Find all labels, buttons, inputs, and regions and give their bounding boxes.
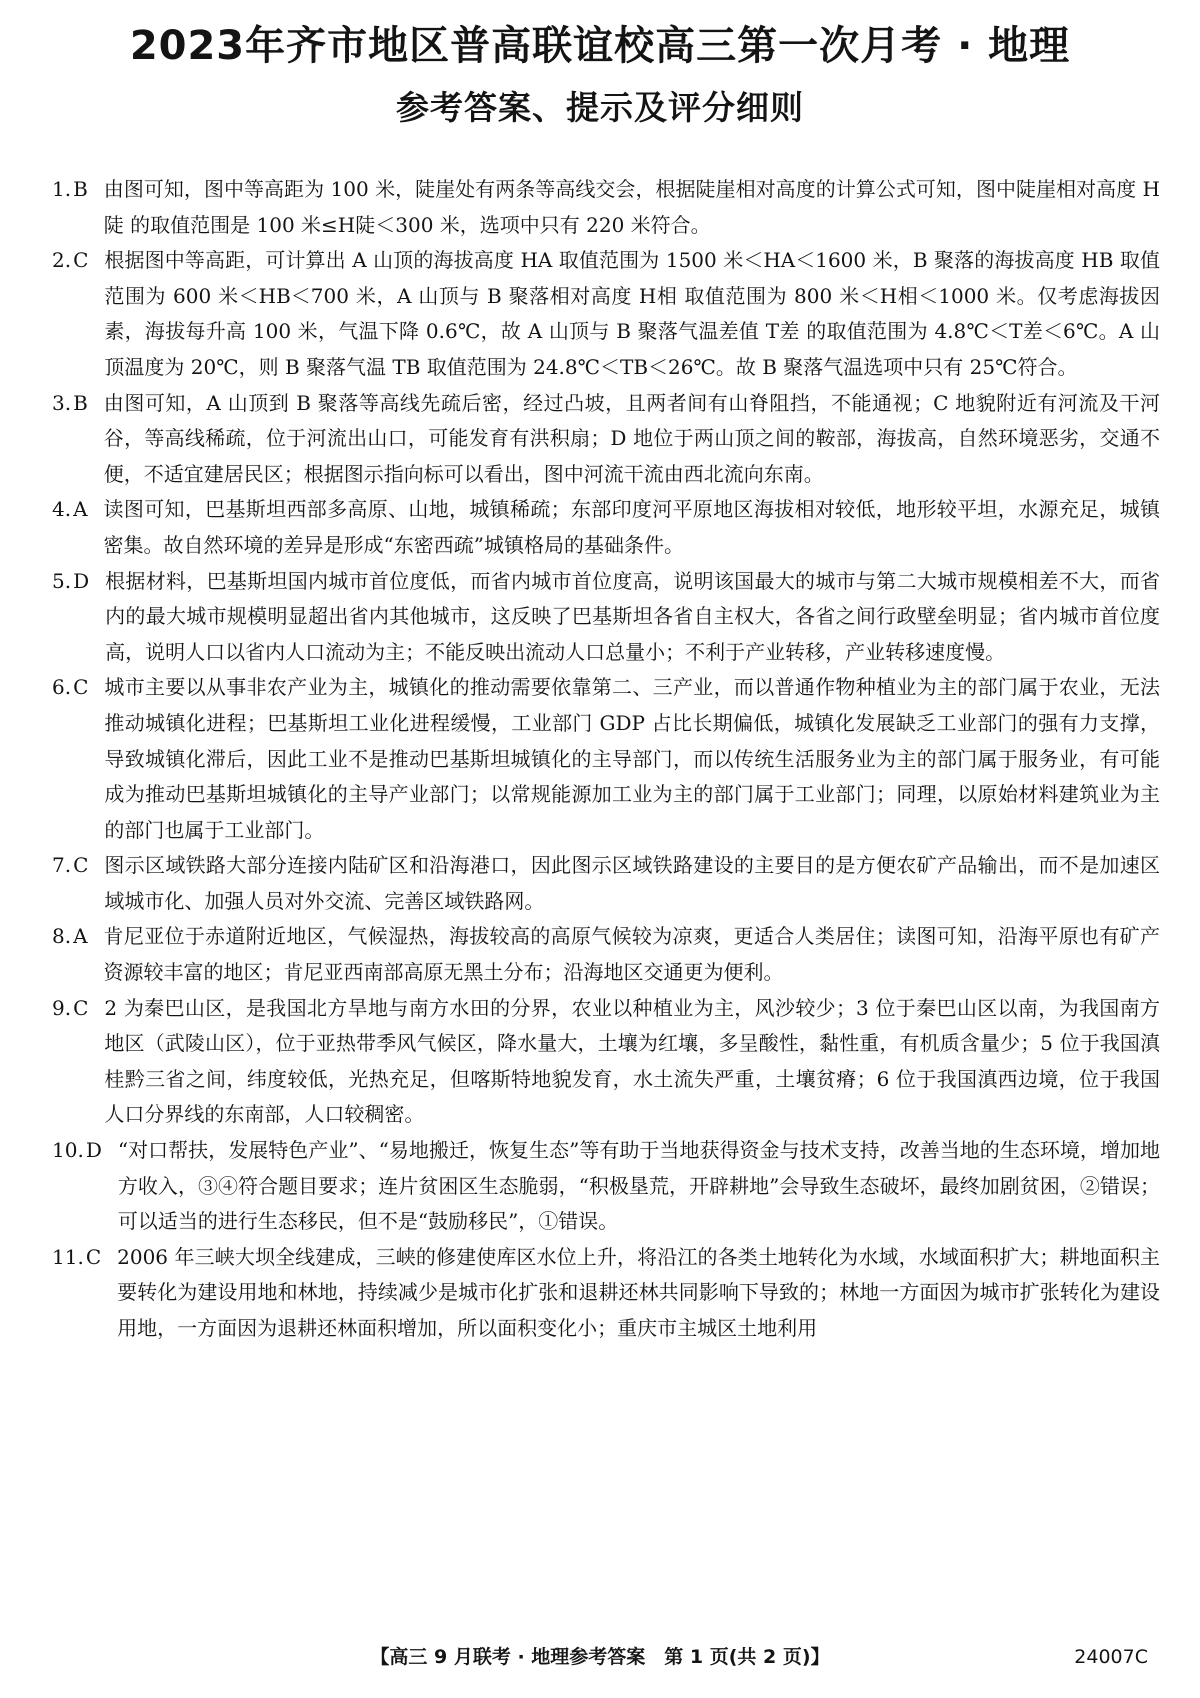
question-number: 8. (52, 924, 72, 949)
page-title: 2023年齐市地区普高联谊校高三第一次月考 · 地理 (129, 23, 1071, 69)
answer-item-7 (52, 848, 1160, 919)
question-number: 3. (52, 390, 72, 415)
answer-explanation: “对口帮扶，发展特色产业”、“易地搬迁，恢复生态”等有助于当地获得资金与技术支持，改善当地的生态环境，增加地方收入，③④符合题目要求；连片贫困区生态脆弱，“积极垦荒，开辟耕地”会导致生态破坏，最终加剧贫困，②错误；可以适当的进行生态移民，但不是“鼓励移民”，①错误。 (117, 1138, 1160, 1234)
answer-choice: B (73, 177, 88, 201)
answer-choice: C (85, 1244, 102, 1269)
question-number: 4. (52, 497, 72, 522)
answer-explanation: 2006 年三峡大坝全线建成，三峡的修建使库区水位上升，将沿江的各类土地转化为水域，水域面积扩大；耕地面积主要转化为建设用地和林地，持续减少是城市化扩张和退耕还林共同影响下导致的；林地一方面因为城市扩张转化为建设用地，一方面因为退耕还林面积增加，所以面积变化小；重庆市主城区土地利用 (117, 1244, 1160, 1340)
answer-item-1 (52, 172, 1160, 243)
answer-explanation: 由图可知，A 山顶到 B 聚落等高线先疏后密，经过凸坡，且两者间有山脊阻挡，不能通视；C 地貌附近有河流及干河谷，等高线稀疏，位于河流出山口，可能发育有洪积扇；D 地位于两山顶之间的鞍部，海拔高，自然环境恶劣，交通不便，不适宜建居民区；根据图示指向标可以看出，图中河流干流由西北流向东南。 (103, 390, 1160, 486)
answer-item-3 (52, 386, 1160, 493)
answer-item-5 (52, 564, 1160, 671)
question-number: 5. (52, 568, 72, 593)
page-footer (0, 1642, 1200, 1672)
question-number: 10. (52, 1138, 84, 1163)
answer-choice: C (73, 675, 89, 700)
answer-explanation: 根据图中等高距，可计算出 A 山顶的海拔高度 HA 取值范围为 1500 米＜HA＜1600 米，B 聚落的海拔高度 HB 取值范围为 600 米＜HB＜700 米，A 山顶与 B 聚落相对高度 H相 取值范围为 800 米＜H相＜1000 米。仅考虑海拔因素，海拔每升高 100 米，气温下降 0.6℃，故 A 山顶与 B 聚落气温差值 T差 的取值范围为 4.8℃＜T差＜6℃。A 山顶温度为 20℃，则 B 聚落气温 TB 取值范围为 24.8℃＜TB＜26℃。故 B 聚落气温选项中只有 25℃符合。 (104, 248, 1160, 379)
page-subtitle: 参考答案、提示及评分细则 (396, 88, 804, 127)
answer-item-8 (52, 919, 1160, 990)
answer-item-6 (52, 670, 1160, 848)
question-number: 1. (52, 177, 72, 201)
answer-choice: C (73, 853, 89, 878)
answer-item-4 (52, 492, 1160, 563)
answer-explanation: 根据材料，巴基斯坦国内城市首位度低，而省内城市首位度高，说明该国最大的城市与第二大城市规模相差不大，而省内的最大城市规模明显超出省内其他城市，这反映了巴基斯坦各省自主权大，各省之间行政壁垒明显；省内城市首位度高，说明人口以省内人口流动为主；不能反映出流动人口总量小；不利于产业转移，产业转移速度慢。 (105, 568, 1160, 664)
answer-item-2 (52, 243, 1160, 385)
answer-choice: A (73, 497, 88, 522)
answer-choice: D (85, 1138, 102, 1163)
answer-choice: A (73, 924, 88, 949)
answer-item-10 (52, 1133, 1160, 1240)
answer-explanation: 读图可知，巴基斯坦西部多高原、山地，城镇稀疏；东部印度河平原地区海拔相对较低，地形较平坦，水源充足，城镇密集。故自然环境的差异是形成“东密西疏”城镇格局的基础条件。 (103, 497, 1160, 557)
footer-exam-code: 24007C (1074, 1646, 1148, 1668)
answer-choice: C (73, 248, 89, 273)
question-number: 11. (52, 1244, 84, 1269)
answer-explanation: 城市主要以从事非农产业为主，城镇化的推动需要依靠第二、三产业，而以普通作物种植业为主的部门属于农业，无法推动城镇化进程；巴基斯坦工业化进程缓慢，工业部门 GDP 占比长期偏低，城镇化发展缺乏工业部门的强有力支撑，导致城镇化滞后，因此工业不是推动巴基斯坦城镇化的主导部门，而以传统生活服务业为主的部门属于服务业，有可能成为推动巴基斯坦城镇化的主导产业部门；以常规能源加工业为主的部门属于工业部门；同理，以原始材料建筑业为主的部门也属于工业部门。 (104, 675, 1160, 842)
answer-choice: D (73, 568, 90, 593)
answer-item-11 (52, 1240, 1160, 1347)
answer-item-9 (52, 991, 1160, 1133)
question-number: 7. (52, 853, 72, 878)
answer-choice: B (73, 390, 88, 415)
footer-page-info: 【高三 9 月联考 · 地理参考答案 第 1 页(共 2 页)】 (370, 1646, 830, 1668)
answer-list (52, 172, 1160, 1347)
question-number: 2. (52, 248, 72, 273)
answer-explanation: 由图可知，图中等高距为 100 米，陡崖处有两条等高线交会，根据陡崖相对高度的计算公式可知，图中陡崖相对高度 H陡 的取值范围是 100 米≤H陡＜300 米，选项中只有 220 米符合。 (103, 177, 1160, 237)
answer-explanation: 图示区域铁路大部分连接内陆矿区和沿海港口，因此图示区域铁路建设的主要目的是方便农矿产品输出，而不是加速区域城市化、加强人员对外交流、完善区域铁路网。 (104, 853, 1160, 913)
question-number: 9. (52, 995, 72, 1020)
answer-choice: C (73, 995, 89, 1020)
answer-explanation: 肯尼亚位于赤道附近地区，气候湿热，海拔较高的高原气候较为凉爽，更适合人类居住；读图可知，沿海平原也有矿产资源较丰富的地区；肯尼亚西南部高原无黑土分布；沿海地区交通更为便利。 (103, 924, 1160, 985)
answer-explanation: 2 为秦巴山区，是我国北方旱地与南方水田的分界，农业以种植业为主，风沙较少；3 位于秦巴山区以南，为我国南方地区（武陵山区），位于亚热带季风气候区，降水量大，土壤为红壤，多呈酸性，黏性重，有机质含量少；5 位于我国滇桂黔三省之间，纬度较低，光热充足，但喀斯特地貌发育，水土流失严重，土壤贫瘠；6 位于我国滇西边境，位于我国人口分界线的东南部，人口较稠密。 (104, 995, 1160, 1127)
question-number: 6. (52, 675, 72, 700)
